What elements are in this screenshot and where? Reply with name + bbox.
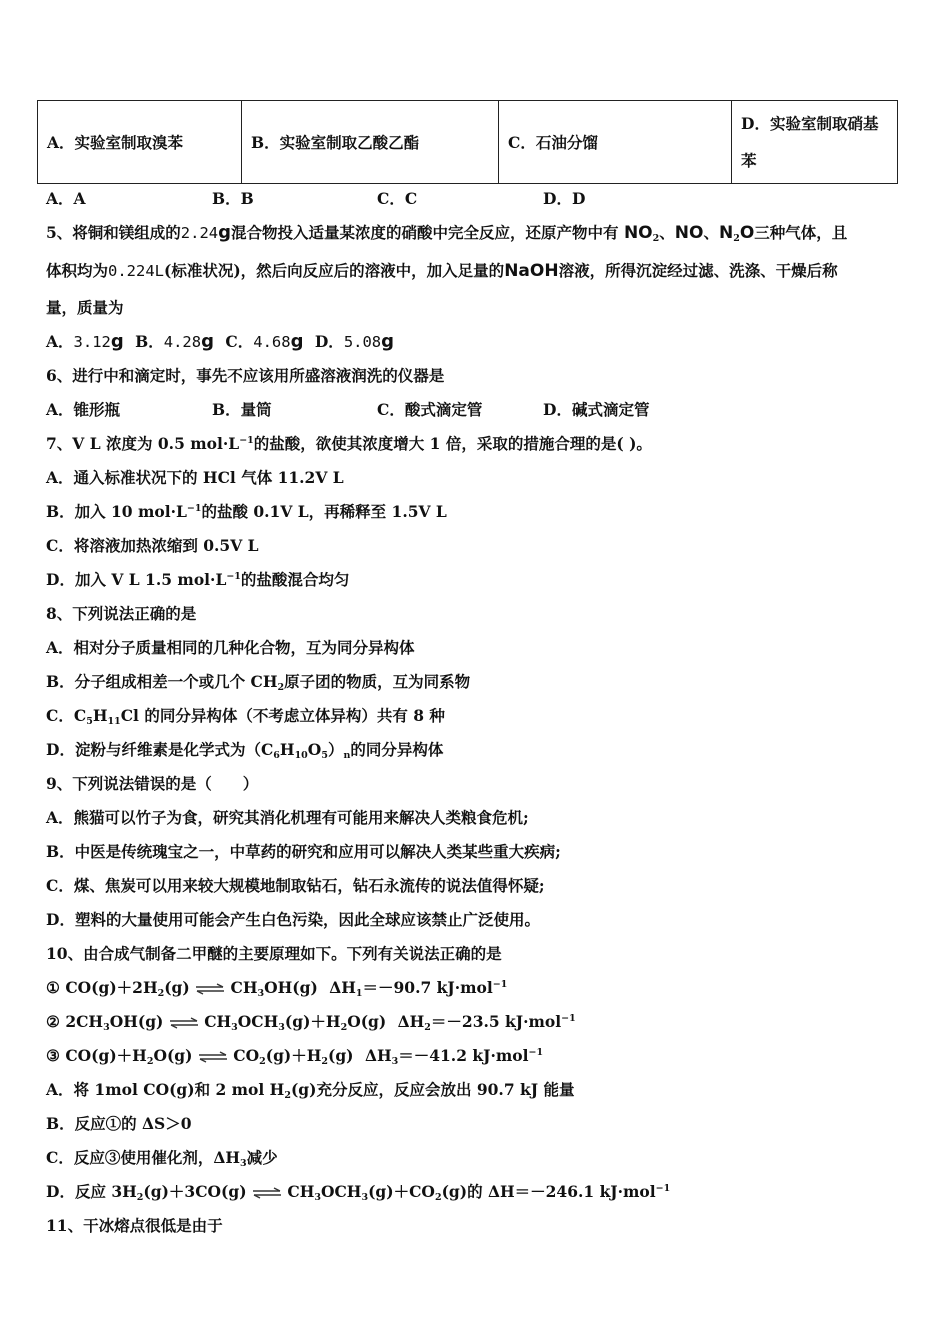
q9-option-b: B．中医是传统瑰宝之一，中草药的研究和应用可以解决人类某些重大疾病; (46, 842, 561, 861)
table-cell-d (732, 101, 898, 184)
q8-option-c: C．$C_5H_{11}Cl$ 的同分异构体（不考虑立体异构）共有 8 种 (46, 706, 445, 727)
q5-stem-line1: 5、将铜和镁组成的2.24g混合物投入适量某浓度的硝酸中完全反应，还原产物中有 $NO_2$、NO、$N_2O$三种气体，且 (46, 222, 848, 244)
q9-option-a: A．熊猫可以竹子为食，研究其消化机理有可能用来解决人类粮食危机; (46, 808, 529, 827)
q5-option-c: C．4.68g (225, 331, 304, 352)
q5-option-a: A．3.12g (46, 331, 124, 352)
q5-options (46, 330, 394, 352)
q4-option-d: D．D (543, 189, 586, 208)
q10-stem: 10、由合成气制备二甲醚的主要原理如下。下列有关说法正确的是 (46, 944, 502, 963)
q5-option-d: D．5.08g (314, 331, 395, 352)
q6-option-a: A．锥形瓶 (46, 400, 121, 419)
equilibrium-arrow-icon (195, 983, 225, 995)
q8-stem: 8、下列说法正确的是 (46, 604, 197, 623)
q5-stem-line3: 量，质量为 (46, 298, 124, 317)
q9-option-c: C．煤、焦炭可以用来较大规模地制取钻石，钻石永流传的说法值得怀疑; (46, 876, 545, 895)
q5-option-b: B．4.28g (135, 331, 214, 352)
equilibrium-arrow-icon (252, 1187, 282, 1199)
q6-option-c: C．酸式滴定管 (377, 400, 483, 419)
q7-option-d: D．加入 V L 1.5 $mol\cdot L^{-1}$的盐酸混合均匀 (46, 570, 350, 589)
q10-option-c: C．反应③使用催化剂，$\Delta H_3$减少 (46, 1148, 278, 1169)
q7-option-a: A．通入标准状况下的 HCl 气体 11.2V L (46, 468, 344, 487)
q6-option-d: D．碱式滴定管 (543, 400, 650, 419)
q8-option-d: D．淀粉与纤维素是化学式为$(C_6H_{10}O_5)_n$的同分异构体 (46, 740, 444, 761)
q4-option-a: A．A (46, 189, 86, 208)
q10-option-d: D．反应 $3H_2(g)+3CO(g)$ $CH_3OCH_3(g)+CO_2(g)$的 ΔH＝－246.1 kJ·mol$^{-1}$ (46, 1182, 671, 1203)
q7-option-c: C．将溶液加热浓缩到 0.5V L (46, 536, 259, 555)
q11-stem: 11、干冰熔点很低是由于 (46, 1216, 223, 1235)
q10-reaction-3: ③ $CO(g)+H_2O(g)$ $CO_2(g)+H_2(g)$ $\Delta H_3=-41.2$ kJ·mol$^{-1}$ (46, 1046, 544, 1067)
q4-option-b: B．B (212, 189, 254, 208)
table-cell-d-line2: 苯 (741, 151, 757, 170)
q7-stem: 7、V L 浓度为 0.5 $mol\cdot L^{-1}$的盐酸，欲使其浓度增大 1 倍，采取的措施合理的是( )。 (46, 434, 652, 453)
q7-option-b: B．加入 10 $mol\cdot L^{-1}$的盐酸 0.1V L，再稀释至 1.5V L (46, 502, 447, 521)
equilibrium-arrow-icon (169, 1017, 199, 1029)
table-cell-c: C．石油分馏 (499, 101, 732, 184)
q10-reaction-1: ① $CO(g)+2H_2(g)$ $CH_3OH(g)$ $\Delta H_1=-90.7$ kJ·mol$^{-1}$ (46, 978, 508, 999)
q10-reaction-2: ② $2CH_3OH(g)$ $CH_3OCH_3(g)+H_2O(g)$ $\Delta H_2=-23.5$ kJ·mol$^{-1}$ (46, 1012, 576, 1033)
apparatus-options-table (37, 100, 898, 184)
q8-option-a: A．相对分子质量相同的几种化合物，互为同分异构体 (46, 638, 415, 657)
q6-stem: 6、进行中和滴定时，事先不应该用所盛溶液润洗的仪器是 (46, 366, 445, 385)
q10-option-b: B．反应①的 ΔS＞0 (46, 1114, 192, 1133)
q10-option-a: A．将 1mol CO(g)和 2 mol $H_2(g)$充分反应，反应会放出 90.7 kJ 能量 (46, 1080, 575, 1101)
equilibrium-arrow-icon (198, 1051, 228, 1063)
q9-option-d: D．塑料的大量使用可能会产生白色污染，因此全球应该禁止广泛使用。 (46, 910, 540, 929)
q6-option-b: B．量筒 (212, 400, 272, 419)
q5-stem-line2: 体积均为0.224L(标准状况)，然后向反应后的溶液中，加入足量的NaOH溶液，所得沉淀经过滤、洗涤、干燥后称 (46, 261, 838, 281)
table-cell-b: B．实验室制取乙酸乙酯 (242, 101, 499, 184)
q9-stem: 9、下列说法错误的是（ ） (46, 774, 259, 793)
table-cell-d-line1: D．实验室制取硝基 (741, 114, 879, 133)
q4-option-c: C．C (377, 189, 418, 208)
table-cell-a: A．实验室制取溴苯 (38, 101, 242, 184)
q8-option-b: B．分子组成相差一个或几个 $CH_2$原子团的物质，互为同系物 (46, 672, 471, 693)
